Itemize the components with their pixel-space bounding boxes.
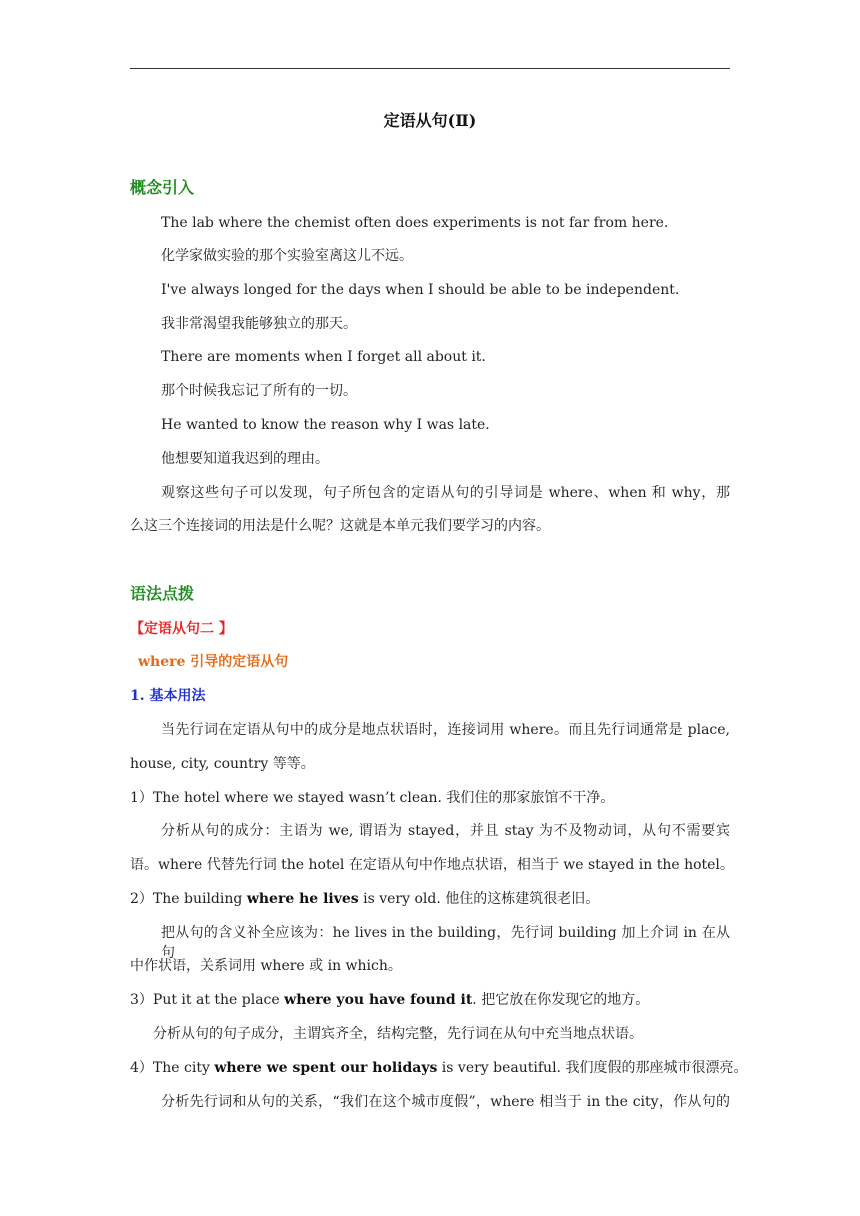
item-2-pre: 2）The building	[130, 891, 247, 907]
item-4-pre: 4）The city	[130, 1060, 215, 1076]
item-1-note-line-1: 分析从句的成分：主语为 we, 谓语为 stayed，并且 stay 为不及物动词，从句不需要宾	[161, 823, 730, 839]
example-4-zh: 他想要知道我迟到的理由。	[161, 451, 329, 467]
example-item-2	[130, 889, 730, 909]
section-heading-grammar: 语法点拨	[130, 584, 195, 603]
example-item-4	[130, 1058, 748, 1078]
example-1-zh: 化学家做实验的那个实验室离这儿不远。	[161, 248, 413, 264]
item-4-bold: where we spent our holidays	[214, 1060, 438, 1076]
section-tag: 【定语从句二 】	[130, 621, 233, 637]
item-4-note-line-1: 分析先行词和从句的关系，“我们在这个城市度假”，where 相当于 in the city，作从句的	[161, 1094, 730, 1110]
item-2-note-line-2: 中作状语，关系词用 where 或 in which。	[130, 958, 402, 974]
example-3-en: There are moments when I forget all about it.	[161, 349, 486, 365]
item-1-note-line-2: 语。where 代替先行词 the hotel 在定语从句中作地点状语，相当于 we stayed in the hotel。	[130, 857, 734, 873]
item-3-bold: where you have found it	[284, 992, 473, 1008]
example-item-1: 1）The hotel where we stayed wasn’t clean. 我们住的那家旅馆不干净。	[130, 790, 615, 806]
example-3-zh: 那个时候我忘记了所有的一切。	[161, 383, 357, 399]
item-3-pre: 3）Put it at the place	[130, 992, 285, 1008]
point-title-basic-usage: 1. 基本用法	[130, 688, 206, 704]
intro-line-1: 当先行词在定语从句中的成分是地点状语时，连接词用 where。而且先行词通常是 place,	[161, 722, 730, 738]
page-title: 定语从句(Ⅱ)	[383, 111, 477, 130]
item-3-note: 分析从句的句子成分，主谓宾齐全，结构完整，先行词在从句中充当地点状语。	[153, 1026, 643, 1042]
item-2-post: is very old. 他住的这栋建筑很老旧。	[358, 891, 600, 907]
example-item-3	[130, 990, 730, 1010]
item-2-bold: where he lives	[246, 891, 359, 907]
example-1-en: The lab where the chemist often does experiments is not far from here.	[161, 215, 669, 231]
example-4-en: He wanted to know the reason why I was late.	[161, 417, 490, 433]
subheading-where: where 引导的定语从句	[138, 654, 289, 670]
item-2-note-line-1: 把从句的含义补全应该为：he lives in the building，先行词 building 加上介词 in 在从句	[161, 925, 730, 961]
item-4-post: is very beautiful. 我们度假的那座城市很漂亮。	[437, 1060, 748, 1076]
intro-line-2: house, city, country 等等。	[130, 756, 315, 772]
example-2-zh: 我非常渴望我能够独立的那天。	[161, 316, 357, 332]
section-heading-concept: 概念引入	[130, 178, 195, 197]
item-3-post: . 把它放在你发现它的地方。	[472, 992, 650, 1008]
summary-line-1: 观察这些句子可以发现，句子所包含的定语从句的引导词是 where、when 和 why，那	[161, 485, 730, 501]
summary-line-2: 么这三个连接词的用法是什么呢？这就是本单元我们要学习的内容。	[130, 518, 550, 534]
header-rule	[130, 68, 730, 69]
example-2-en: I've always longed for the days when I should be able to be independent.	[161, 282, 680, 298]
